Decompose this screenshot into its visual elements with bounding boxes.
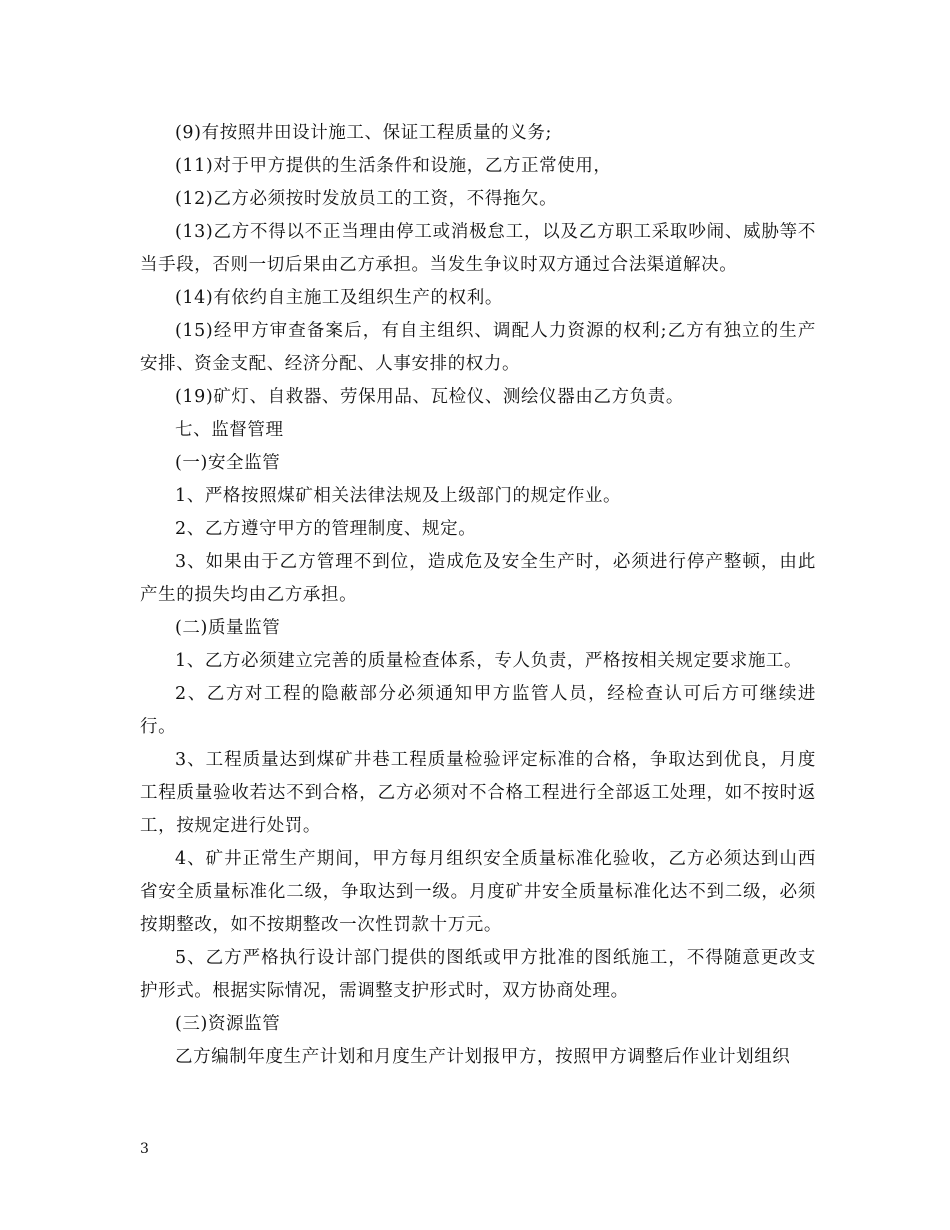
paragraph-safety-2: 2、乙方遵守甲方的管理制度、规定。: [175, 519, 477, 539]
subheading-resources: (三)资源监管: [175, 1014, 281, 1034]
paragraph-quality-5: 5、乙方严格执行设计部门提供的图纸或甲方批准的图纸施工，不得随意更改支护形式。根据实际情况，需调整支护形式时，双方协商处理。: [140, 948, 816, 1001]
section-heading-supervision: 七、监督管理: [175, 420, 284, 440]
paragraph-right-14: (14)有依约自主施工及组织生产的权利。: [175, 288, 503, 308]
paragraph-quality-4: 4、矿井正常生产期间，甲方每月组织安全质量标准化验收，乙方必须达到山西省安全质量标准化二级，争取达到一级。月度矿井安全质量标准化达不到二级，必须按期整改，如不按期整改一次性罚款十万元。: [140, 849, 816, 935]
paragraph-item-19: (19)矿灯、自救器、劳保用品、瓦检仪、测绘仪器由乙方负责。: [175, 387, 684, 407]
paragraph-obligation-13: (13)乙方不得以不正当理由停工或消极怠工，以及乙方职工采取吵闹、威胁等不当手段，否则一切后果由乙方承担。当发生争议时双方通过合法渠道解决。: [140, 222, 816, 275]
paragraph-quality-3: 3、工程质量达到煤矿井巷工程质量检验评定标准的合格，争取达到优良，月度工程质量验收若达不到合格，乙方必须对不合格工程进行全部返工处理，如不按时返工，按规定进行处罚。: [140, 750, 816, 836]
paragraph-obligation-11: (11)对于甲方提供的生活条件和设施，乙方正常使用，: [175, 156, 612, 176]
subheading-quality: (二)质量监管: [175, 618, 281, 638]
paragraph-safety-1: 1、严格按照煤矿相关法律法规及上级部门的规定作业。: [175, 486, 622, 506]
page-number: 3: [140, 1141, 149, 1157]
paragraph-quality-1: 1、乙方必须建立完善的质量检查体系，专人负责，严格按相关规定要求施工。: [175, 651, 803, 671]
paragraph-obligation-12: (12)乙方必须按时发放员工的工资，不得拖欠。: [175, 189, 558, 209]
paragraph-resources-1: 乙方编制年度生产计划和月度生产计划报甲方，按照甲方调整后作业计划组织: [175, 1047, 791, 1067]
document-body: [140, 117, 816, 1074]
paragraph-quality-2: 2、乙方对工程的隐蔽部分必须通知甲方监管人员，经检查认可后方可继续进行。: [140, 684, 816, 737]
subheading-safety: (一)安全监管: [175, 453, 281, 473]
paragraph-right-15: (15)经甲方审查备案后，有自主组织、调配人力资源的权利;乙方有独立的生产安排、资金支配、经济分配、人事安排的权力。: [140, 321, 816, 374]
paragraph-safety-3: 3、如果由于乙方管理不到位，造成危及安全生产时，必须进行停产整顿，由此产生的损失均由乙方承担。: [140, 552, 816, 605]
paragraph-obligation-9: (9)有按照井田设计施工、保证工程质量的义务;: [175, 123, 552, 143]
